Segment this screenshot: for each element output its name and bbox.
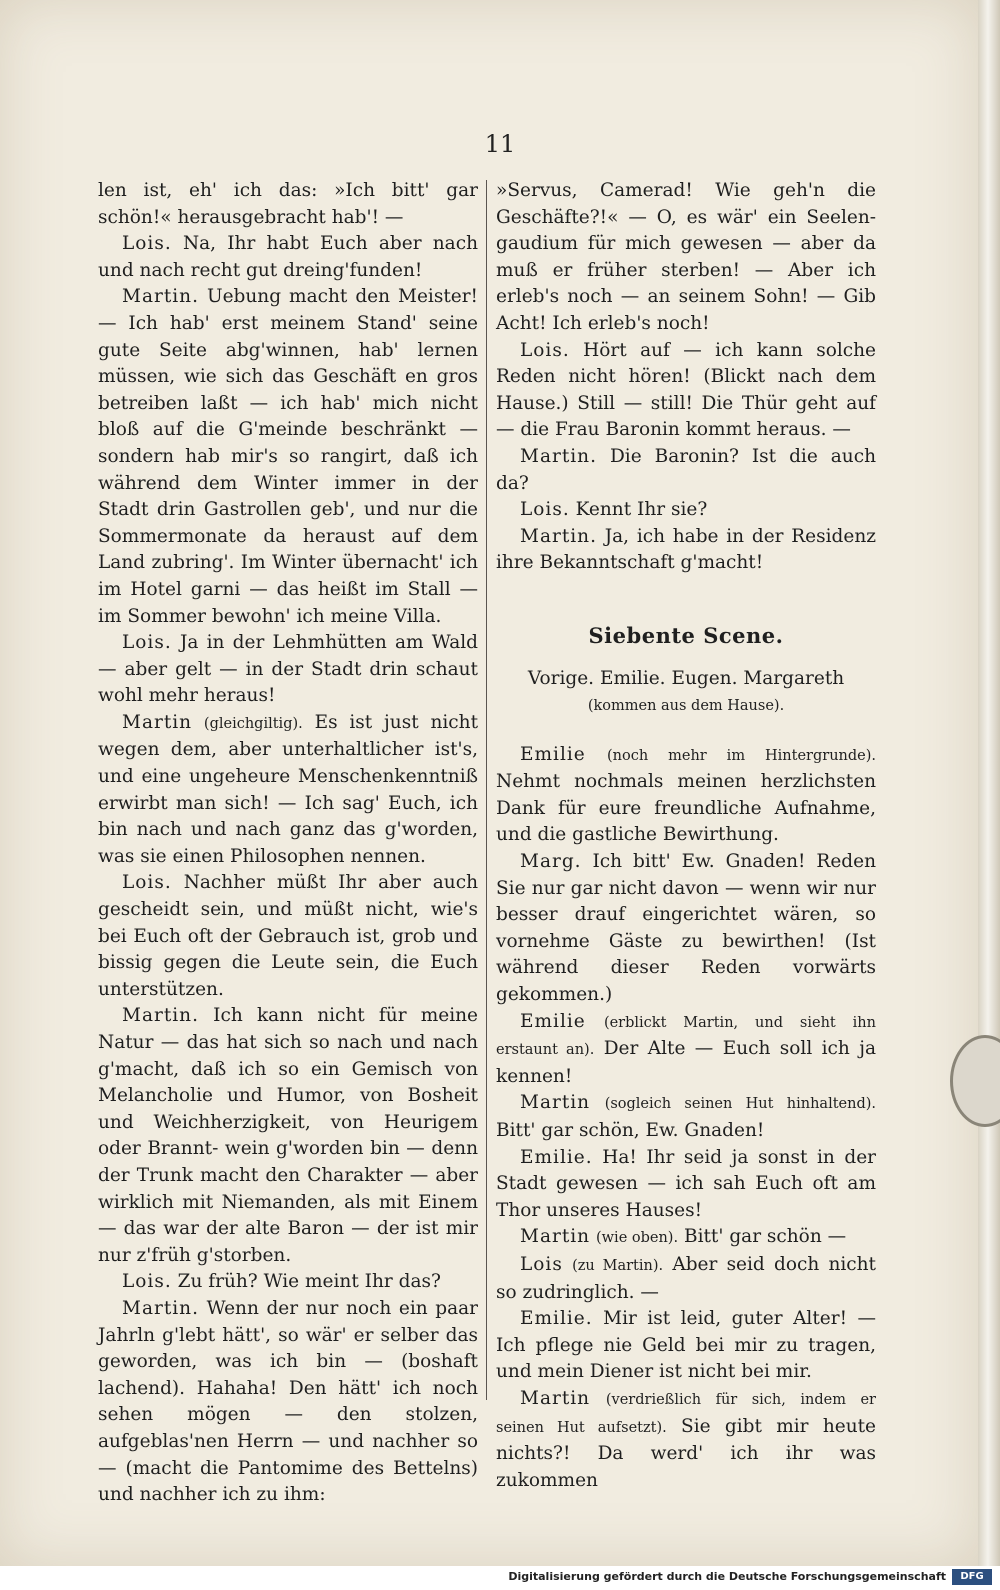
speech-text: Aber seid doch nicht so zudringlich. — <box>496 1253 876 1303</box>
speaker-name: Emilie. <box>520 1308 593 1330</box>
page-number: 11 <box>484 130 516 158</box>
speaker-name: Martin. <box>122 286 199 308</box>
speech-text: Nachher müßt Ihr aber auch gescheidt sein, und müßt nicht, wie's bei Euch oft der Gebrauch ist, grob und bissig gegen die Leute sein, die Euch unterstützen. <box>98 872 478 1000</box>
speech-paragraph <box>496 742 876 849</box>
dfg-logo: DFG <box>952 1569 992 1585</box>
speech-text: Es ist just nicht wegen dem, aber unterhaltlicher ist's, und eine ungeheure Menschenkenntniß erwirbt man sich! — Ich sag' Euch, ich bin nach und nach ganz das g'worden, was sie einen Philosophen nennen. <box>98 711 478 867</box>
speech-text: len ist, eh' ich das: »Ich bitt' gar schön!« herausgebracht hab'! — <box>98 180 478 228</box>
speech-paragraph <box>496 497 876 524</box>
speech-text: Ja, ich habe in der Residenz ihre Bekanntschaft g'macht! <box>496 525 876 574</box>
speaker-name: Martin <box>520 1092 591 1114</box>
stage-direction: (sogleich seinen Hut hinhaltend). <box>604 1096 876 1113</box>
speech-text: Die Baronin? Ist die auch da? <box>496 445 876 494</box>
speaker-name: Martin <box>520 1387 591 1409</box>
footer-credit: Digitalisierung gefördert durch die Deutsche Forschungsgemeinschaft <box>508 1570 946 1583</box>
speech-text: Hört auf — ich kann solche Reden nicht hören! (Blickt nach dem Hause.) Still — still! Die Thür geht auf — die Frau Baronin kommt heraus. — <box>496 339 876 441</box>
stage-direction: (wie oben). <box>595 1230 679 1247</box>
speaker-name: Emilie <box>520 1010 586 1032</box>
speech-paragraph <box>98 231 478 284</box>
speaker-name: Lois. <box>122 1271 172 1293</box>
speaker-name: Martin. <box>122 1005 199 1027</box>
speech-paragraph <box>496 1145 876 1225</box>
speech-text: Ich kann nicht für meine Natur — das hat sich so nach und nach g'macht, daß ich so ein Gemisch von Melancholie und Humor, von Bosheit und Weichherzigkeit, von Heurigem oder Brannt- wein g'worden bin — denn der Trunk macht den Charakter — aber wirklich mit Niemanden, als mit Einem — das war der alte Baron — der ist mir nur z'früh g'storben. <box>98 1005 479 1266</box>
stage-direction: (verdrießlich für sich, indem er seinen Hut aufsetzt). <box>496 1391 876 1436</box>
speaker-name: Martin. <box>520 445 597 467</box>
speech-paragraph <box>98 178 478 231</box>
footer-bar <box>0 1566 1000 1590</box>
speech-text: Ich bitt' Ew. Gnaden! Reden Sie nur gar nicht davon — wenn wir nur besser drauf eingerichtet wären, so vornehme Gäste zu bewirthen! (Ist während dieser Reden vorwärts gekommen.) <box>496 851 876 1006</box>
speech-paragraph <box>496 338 876 444</box>
stage-direction: (gleichgiltig). <box>203 715 303 732</box>
speaker-name: Martin. <box>520 525 597 547</box>
scene-cast <box>496 666 876 720</box>
speech-text: Ja in der Lehmhütten am Wald — aber gelt — in der Stadt drin schaut wohl mehr heraus! <box>98 632 478 707</box>
speech-paragraph <box>496 178 876 338</box>
scene-cast-stage-direction: (kommen aus dem Hause). <box>587 698 785 715</box>
speech-paragraph <box>98 630 478 710</box>
speech-paragraph <box>496 1090 876 1144</box>
speech-paragraph <box>496 849 876 1009</box>
speech-text: Zu früh? Wie meint Ihr das? <box>177 1271 441 1293</box>
speaker-name: Martin. <box>122 1297 199 1319</box>
stage-direction: (noch mehr im Hintergrunde). <box>606 747 876 764</box>
right-column-dialogue-before <box>496 178 876 577</box>
speech-text: Uebung macht den Meister! — Ich hab' erst meinem Stand' seine gute Seite abg'winnen, hab' lernen müssen, wie sich das Geschäft en gros betreiben laßt — ich hab' mich nicht bloß auf die G'meinde beschränkt — sondern hab mir's so rangirt, daß ich während dem Winter immer in der Stadt drin Gastrollen geb', und nur die Sommermonate da heraust auf dem Land zubring'. Im Winter übernacht' ich im Hotel garni — das heißt im Stall — im Sommer bewohn' ich meine Villa. <box>98 286 478 627</box>
speech-text: Bitt' gar schön — <box>683 1226 847 1248</box>
speech-paragraph <box>496 1224 876 1252</box>
speech-text: Wenn der nur noch ein paar Jahrln g'lebt hätt', so wär' er selber das geworden, was ich bin — (boshaft lachend). Hahaha! Den hätt' ich noch sehen mögen — den stolzen, aufgeblas'nen Herrn — und nachher so — (macht die Pantomime des Bettelns) und nachher ich zu ihm: <box>98 1297 478 1506</box>
speech-paragraph <box>496 444 876 497</box>
speech-paragraph <box>496 524 876 577</box>
speaker-name: Marg. <box>520 851 582 873</box>
speech-text: Ha! Ihr seid ja sonst in der Stadt gewesen — ich sah Euch oft am Thor unseres Hauses! <box>496 1146 876 1221</box>
scene-heading: Siebente Scene. <box>588 622 784 648</box>
speech-paragraph <box>98 1296 478 1509</box>
speaker-name: Martin <box>520 1226 591 1248</box>
speech-paragraph <box>98 710 478 871</box>
right-column-dialogue-after <box>496 742 876 1495</box>
speech-paragraph <box>98 870 478 1003</box>
scene-cast-names: Vorige. Emilie. Eugen. Margareth <box>527 667 845 689</box>
speech-paragraph <box>496 1009 876 1091</box>
column-divider <box>486 180 487 1400</box>
speech-paragraph <box>98 1003 478 1269</box>
speech-text: Nehmt nochmals meinen herzlichsten Dank für eure freundliche Aufnahme, und die gastliche Bewirthung. <box>496 771 876 846</box>
speech-text: Kennt Ihr sie? <box>575 499 708 521</box>
speaker-name: Lois <box>520 1253 563 1275</box>
speech-text: Bitt' gar schön, Ew. Gnaden! <box>496 1120 765 1141</box>
speaker-name: Lois. <box>520 499 570 521</box>
speech-text: Na, Ihr habt Euch aber nach und nach recht gut dreing'funden! <box>98 233 478 281</box>
speech-paragraph <box>98 1269 478 1296</box>
speech-paragraph <box>496 1306 876 1386</box>
speaker-name: Lois. <box>122 632 172 654</box>
left-column <box>98 178 478 1509</box>
speaker-name: Lois. <box>122 872 172 894</box>
speech-paragraph <box>496 1252 876 1306</box>
speech-paragraph <box>98 284 478 630</box>
speech-text: Der Alte — Euch soll ich ja kennen! <box>496 1038 876 1087</box>
page-edge <box>978 0 1000 1566</box>
speech-text: Mir ist leid, guter Alter! — Ich pflege nie Geld bei mir zu tragen, und mein Diener ist nicht bei mir. <box>496 1308 876 1383</box>
stage-direction: (erblickt Martin, und sieht ihn erstaunt an). <box>496 1014 876 1059</box>
speech-paragraph <box>496 1386 876 1494</box>
speaker-name: Lois. <box>122 233 172 255</box>
speech-text: »Servus, Camerad! Wie geh'n die Geschäfte?!« — O, es wär' ein Seelen- gaudium für mich gewesen — aber da muß er früher sterben! — Aber ich erleb's noch — an seinem Sohn! — Gib Acht! Ich erleb's noch! <box>496 180 876 334</box>
speaker-name: Lois. <box>520 339 570 361</box>
speaker-name: Martin <box>122 711 193 733</box>
stage-direction: (zu Martin). <box>572 1257 664 1274</box>
speech-text: Sie gibt mir heute nichts?! Da werd' ich ihr was zukommen <box>496 1415 876 1491</box>
right-column <box>496 178 876 1494</box>
speaker-name: Emilie. <box>520 1146 593 1168</box>
speaker-name: Emilie <box>520 743 586 765</box>
